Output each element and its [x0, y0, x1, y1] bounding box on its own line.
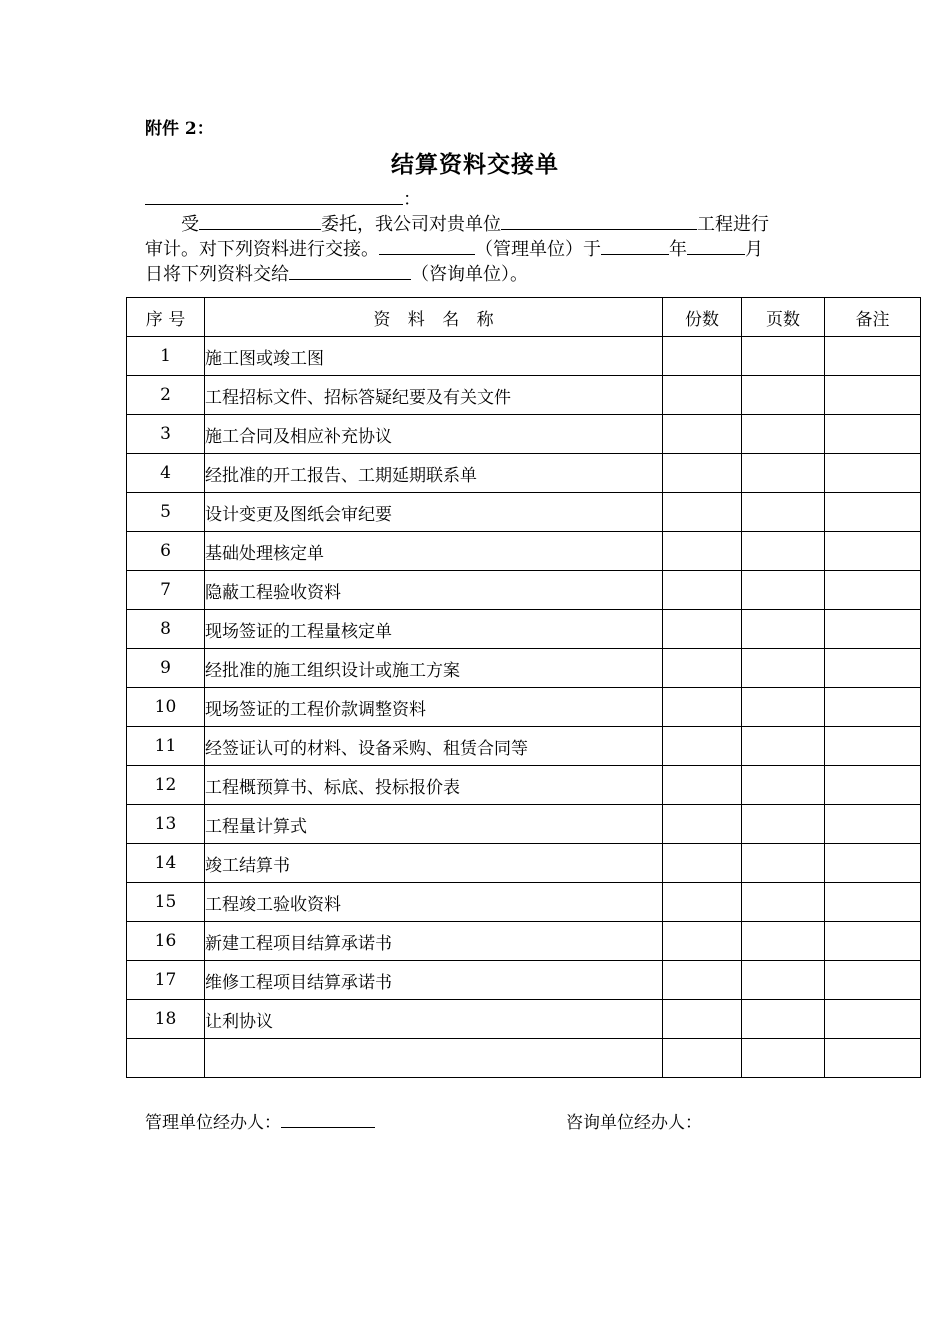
manager-signer-blank[interactable]	[281, 1109, 375, 1128]
client-blank[interactable]	[199, 211, 321, 230]
attachment-label: 附件 2：	[145, 119, 214, 139]
copies-cell[interactable]	[663, 688, 742, 727]
pages-cell[interactable]	[742, 532, 825, 571]
remarks-cell[interactable]	[825, 727, 921, 766]
intro-text: （管理单位）于	[475, 239, 601, 260]
intro-text: 审计。对下列资料进行交接。	[145, 239, 379, 260]
remarks-cell[interactable]	[825, 610, 921, 649]
table-row	[127, 766, 921, 805]
copies-cell[interactable]	[663, 454, 742, 493]
row-material-name: 设计变更及图纸会审纪要	[205, 493, 663, 532]
row-material-name: 工程概预算书、标底、投标报价表	[205, 766, 663, 805]
remarks-cell[interactable]	[825, 922, 921, 961]
copies-cell[interactable]	[663, 649, 742, 688]
row-number: 16	[127, 922, 205, 961]
row-number: 13	[127, 805, 205, 844]
year-blank[interactable]	[601, 236, 669, 255]
page-title: 结算资料交接单	[391, 151, 559, 178]
header-copies: 份数	[663, 298, 742, 337]
table-row	[127, 493, 921, 532]
addressee-colon: ：	[403, 189, 421, 210]
row-material-name: 基础处理核定单	[205, 532, 663, 571]
row-material-name: 维修工程项目结算承诺书	[205, 961, 663, 1000]
remarks-cell[interactable]	[825, 805, 921, 844]
copies-cell[interactable]	[663, 337, 742, 376]
pages-cell[interactable]	[742, 727, 825, 766]
row-number: 10	[127, 688, 205, 727]
intro-text: 工程进行	[697, 214, 769, 235]
pages-cell[interactable]	[742, 844, 825, 883]
remarks-cell[interactable]	[825, 532, 921, 571]
copies-cell[interactable]	[663, 727, 742, 766]
row-number: 12	[127, 766, 205, 805]
empty-name-cell[interactable]	[205, 1039, 663, 1078]
remarks-cell[interactable]	[825, 571, 921, 610]
row-number: 3	[127, 415, 205, 454]
remarks-cell[interactable]	[825, 961, 921, 1000]
pages-cell[interactable]	[742, 571, 825, 610]
row-material-name: 经签证认可的材料、设备采购、租赁合同等	[205, 727, 663, 766]
row-material-name: 工程招标文件、招标答疑纪要及有关文件	[205, 376, 663, 415]
row-material-name: 工程竣工验收资料	[205, 883, 663, 922]
row-number: 14	[127, 844, 205, 883]
table-row	[127, 688, 921, 727]
intro-line-3	[145, 261, 528, 287]
table-row	[127, 805, 921, 844]
pages-cell[interactable]	[742, 376, 825, 415]
row-number: 1	[127, 337, 205, 376]
remarks-cell[interactable]	[825, 376, 921, 415]
header-remarks: 备注	[825, 298, 921, 337]
table-row	[127, 610, 921, 649]
copies-cell[interactable]	[663, 415, 742, 454]
copies-cell[interactable]	[663, 961, 742, 1000]
copies-cell[interactable]	[663, 493, 742, 532]
copies-cell[interactable]	[663, 1000, 742, 1039]
intro-text: 受	[181, 214, 199, 235]
intro-line-1	[145, 211, 769, 237]
table-row	[127, 415, 921, 454]
table-row	[127, 1000, 921, 1039]
row-number: 8	[127, 610, 205, 649]
copies-cell[interactable]	[663, 766, 742, 805]
intro-text: （咨询单位）。	[411, 264, 528, 285]
pages-cell[interactable]	[742, 1000, 825, 1039]
row-material-name: 新建工程项目结算承诺书	[205, 922, 663, 961]
row-number: 7	[127, 571, 205, 610]
copies-cell[interactable]	[663, 805, 742, 844]
header-pages: 页数	[742, 298, 825, 337]
intro-text: 委托，我公司对贵单位	[321, 214, 501, 235]
table-row	[127, 883, 921, 922]
pages-cell[interactable]	[742, 922, 825, 961]
table-header-row	[127, 298, 921, 337]
addressee-blank[interactable]	[145, 186, 403, 205]
intro-text: 月	[745, 239, 763, 260]
remarks-cell[interactable]	[825, 688, 921, 727]
row-material-name: 现场签证的工程量核定单	[205, 610, 663, 649]
header-name: 资 料 名 称	[205, 298, 663, 337]
table-body	[127, 337, 921, 1078]
intro-line-2	[145, 236, 763, 262]
row-number: 5	[127, 493, 205, 532]
table-row	[127, 649, 921, 688]
intro-text: 日将下列资料交给	[145, 264, 289, 285]
remarks-cell[interactable]	[825, 1039, 921, 1078]
row-material-name: 施工图或竣工图	[205, 337, 663, 376]
consultant-unit-blank[interactable]	[289, 261, 411, 280]
pages-cell[interactable]	[742, 454, 825, 493]
copies-cell[interactable]	[663, 376, 742, 415]
pages-cell[interactable]	[742, 883, 825, 922]
remarks-cell[interactable]	[825, 1000, 921, 1039]
row-number: 18	[127, 1000, 205, 1039]
row-material-name: 经批准的开工报告、工期延期联系单	[205, 454, 663, 493]
remarks-cell[interactable]	[825, 844, 921, 883]
table-row	[127, 961, 921, 1000]
copies-cell[interactable]	[663, 922, 742, 961]
addressee-line	[145, 186, 421, 212]
copies-cell[interactable]	[663, 883, 742, 922]
management-unit-blank[interactable]	[379, 236, 475, 255]
table-row	[127, 844, 921, 883]
project-unit-blank[interactable]	[501, 211, 697, 230]
remarks-cell[interactable]	[825, 415, 921, 454]
row-number: 6	[127, 532, 205, 571]
copies-cell[interactable]	[663, 532, 742, 571]
table-row	[127, 337, 921, 376]
row-number: 15	[127, 883, 205, 922]
pages-cell[interactable]	[742, 493, 825, 532]
consultant-signer	[566, 1108, 702, 1133]
empty-number-cell[interactable]	[127, 1039, 205, 1078]
table-row	[127, 532, 921, 571]
row-material-name: 隐蔽工程验收资料	[205, 571, 663, 610]
row-number: 17	[127, 961, 205, 1000]
row-number: 4	[127, 454, 205, 493]
pages-cell[interactable]	[742, 1039, 825, 1078]
pages-cell[interactable]	[742, 961, 825, 1000]
copies-cell[interactable]	[663, 1039, 742, 1078]
pages-cell[interactable]	[742, 688, 825, 727]
pages-cell[interactable]	[742, 649, 825, 688]
pages-cell[interactable]	[742, 805, 825, 844]
remarks-cell[interactable]	[825, 337, 921, 376]
copies-cell[interactable]	[663, 610, 742, 649]
row-number: 2	[127, 376, 205, 415]
pages-cell[interactable]	[742, 337, 825, 376]
manager-signer	[145, 1108, 375, 1133]
row-material-name: 让利协议	[205, 1000, 663, 1039]
pages-cell[interactable]	[742, 766, 825, 805]
materials-table	[126, 297, 921, 1078]
pages-cell[interactable]	[742, 415, 825, 454]
month-blank[interactable]	[687, 236, 745, 255]
row-material-name: 工程量计算式	[205, 805, 663, 844]
table-row	[127, 376, 921, 415]
row-number: 9	[127, 649, 205, 688]
remarks-cell[interactable]	[825, 493, 921, 532]
copies-cell[interactable]	[663, 571, 742, 610]
table-row	[127, 922, 921, 961]
header-seq: 序 号	[127, 298, 205, 337]
row-material-name: 竣工结算书	[205, 844, 663, 883]
row-material-name: 现场签证的工程价款调整资料	[205, 688, 663, 727]
table-row	[127, 571, 921, 610]
copies-cell[interactable]	[663, 844, 742, 883]
intro-text: 年	[669, 239, 687, 260]
remarks-cell[interactable]	[825, 649, 921, 688]
row-material-name: 施工合同及相应补充协议	[205, 415, 663, 454]
table-row	[127, 454, 921, 493]
consultant-signer-label: 咨询单位经办人：	[566, 1113, 702, 1133]
remarks-cell[interactable]	[825, 766, 921, 805]
row-number: 11	[127, 727, 205, 766]
remarks-cell[interactable]	[825, 883, 921, 922]
table-row	[127, 727, 921, 766]
manager-signer-label: 管理单位经办人：	[145, 1113, 281, 1133]
remarks-cell[interactable]	[825, 454, 921, 493]
pages-cell[interactable]	[742, 610, 825, 649]
table-row-empty	[127, 1039, 921, 1078]
row-material-name: 经批准的施工组织设计或施工方案	[205, 649, 663, 688]
